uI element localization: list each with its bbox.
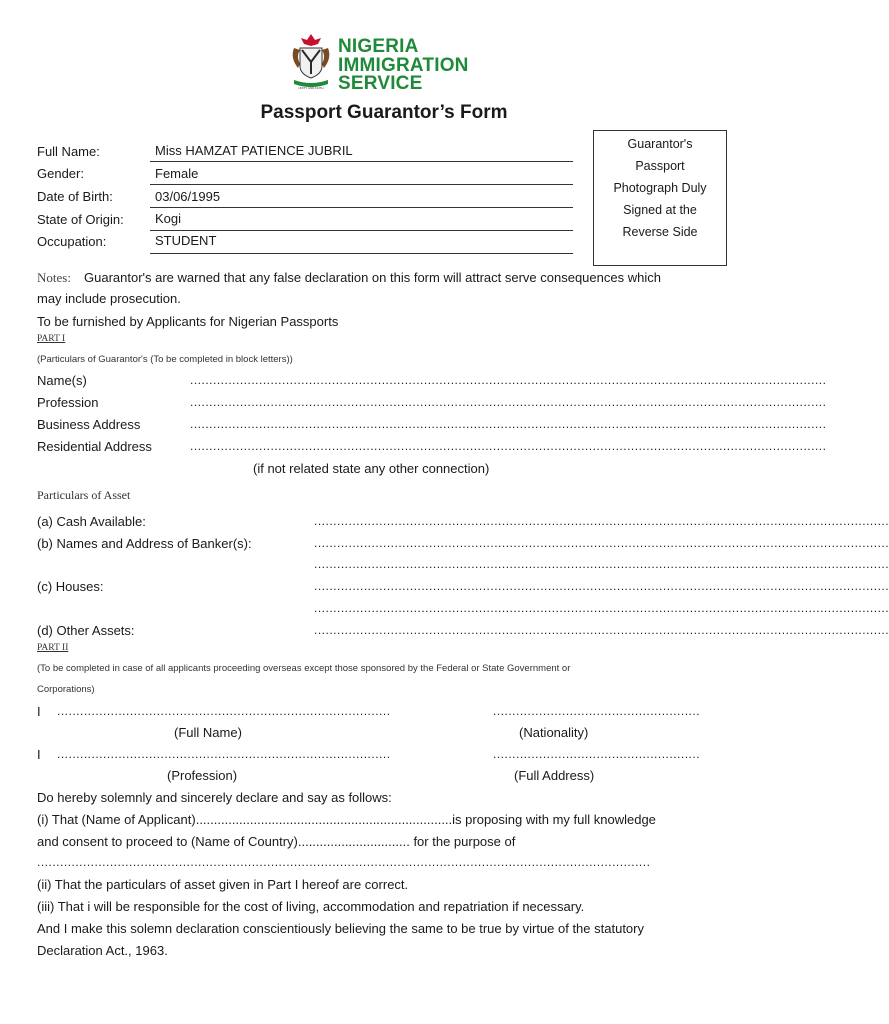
nationality-dots: ...................................................... (493, 704, 701, 718)
occupation-value: STUDENT (155, 233, 217, 248)
declaration-intro: Do hereby solemnly and sincerely declare and say as follows: (37, 790, 392, 805)
declaration-item1-a: (i) That (Name of Applicant).......................................................................is proposing with my full knowledge (37, 812, 656, 827)
declaration-item2: (ii) That the particulars of asset given in Part I hereof are correct. (37, 877, 409, 892)
coat-of-arms-logo (288, 32, 334, 92)
photo-box-line1: Guarantor's (627, 137, 693, 151)
profession-dots: ...................................................................................................................................................................... (190, 395, 827, 409)
full-address-dots: ...................................................... (493, 747, 701, 761)
names-dots: ...................................................................................................................................................................... (190, 373, 827, 387)
part2-heading: PART II (37, 643, 69, 653)
houses-dots-1: ...................................................................................................................................................... (314, 579, 889, 593)
state-underline (150, 230, 573, 231)
furnish-text: To be furnished by Applicants for Nigerian Passports (37, 314, 339, 329)
state-value: Kogi (155, 211, 182, 226)
photo-box-line5: Reverse Side (622, 225, 698, 239)
cash-dots: ...................................................................................................................................................... (314, 514, 889, 528)
photo-box-line2: Passport (635, 159, 685, 173)
fullname-label: Full Name: (37, 144, 100, 159)
bankers-dots-2: ...................................................................................................................................................... (314, 557, 889, 571)
houses-dots-2: ...................................................................................................................................................... (314, 601, 889, 615)
full-name-caption: (Full Name) (174, 725, 242, 740)
part1-heading: PART I (37, 334, 66, 344)
part2-subheading-2: Corporations) (37, 684, 95, 695)
bankers-label: (b) Names and Address of Banker(s): (37, 536, 252, 551)
part2-subheading-1: (To be completed in case of all applicants proceeding overseas except those sponsored by the Federal or State Government or (37, 663, 571, 674)
profession-dots-2: ....................................................................................... (57, 747, 391, 761)
dob-label: Date of Birth: (37, 189, 113, 204)
profession-label: Profession (37, 395, 99, 410)
guarantor-photo-box (593, 130, 727, 266)
logo-line-nigeria: NIGERIA (338, 36, 419, 57)
occupation-label: Occupation: (37, 234, 107, 249)
nationality-caption: (Nationality) (519, 725, 589, 740)
bankers-dots-1: ...................................................................................................................................................... (314, 536, 889, 550)
declarant-i-2: I (37, 747, 41, 762)
declaration-item1-b: and consent to proceed to (Name of Country)............................... for the purpose of (37, 834, 516, 849)
full-name-dots: ....................................................................................... (57, 704, 391, 718)
names-label: Name(s) (37, 373, 87, 388)
gender-value: Female (155, 166, 199, 181)
business-address-label: Business Address (37, 417, 141, 432)
declaration-item3: (iii) That i will be responsible for the cost of living, accommodation and repatriation if necessary. (37, 899, 585, 914)
relation-note: (if not related state any other connection) (253, 461, 490, 476)
gender-underline (150, 184, 573, 185)
logo-line-service: SERVICE (338, 73, 423, 94)
residential-address-dots: ...................................................................................................................................................................... (190, 439, 827, 453)
profession-caption: (Profession) (167, 768, 238, 783)
houses-label: (c) Houses: (37, 579, 104, 594)
occupation-underline (150, 253, 573, 254)
business-address-dots: ...................................................................................................................................................................... (190, 417, 827, 431)
notes-line2: may include prosecution. (37, 291, 181, 306)
part1-subheading: (Particulars of Guarantor's (To be completed in block letters)) (37, 354, 293, 365)
dob-underline (150, 207, 573, 208)
svg-text:UNITY AND FAITH: UNITY AND FAITH (298, 86, 324, 90)
other-assets-dots: ...................................................................................................................................................... (314, 623, 889, 637)
photo-box-line3: Photograph Duly (613, 181, 707, 195)
notes-line1: Guarantor's are warned that any false declaration on this form will attract serve consequences which (84, 270, 661, 285)
assets-heading: Particulars of Asset (37, 488, 131, 502)
state-label: State of Origin: (37, 212, 124, 227)
declaration-closing-1: And I make this solemn declaration conscientiously believing the same to be true by virtue of the statutory (37, 921, 644, 936)
cash-label: (a) Cash Available: (37, 514, 146, 529)
page-title: Passport Guarantor’s Form (260, 102, 508, 123)
full-address-caption: (Full Address) (514, 768, 595, 783)
notes-label: Notes: (37, 270, 71, 285)
other-assets-label: (d) Other Assets: (37, 623, 135, 638)
gender-label: Gender: (37, 166, 84, 181)
declarant-i-1: I (37, 704, 41, 719)
residential-address-label: Residential Address (37, 439, 152, 454)
photo-box-line4: Signed at the (623, 203, 697, 217)
fullname-value: Miss HAMZAT PATIENCE JUBRIL (155, 143, 353, 158)
declaration-item1-dots: ................................................................................................................................................................ (37, 855, 651, 869)
declaration-closing-2: Declaration Act., 1963. (37, 943, 168, 958)
logo-line-immigration: IMMIGRATION (338, 55, 469, 76)
dob-value: 03/06/1995 (155, 189, 221, 204)
fullname-underline (150, 161, 573, 162)
